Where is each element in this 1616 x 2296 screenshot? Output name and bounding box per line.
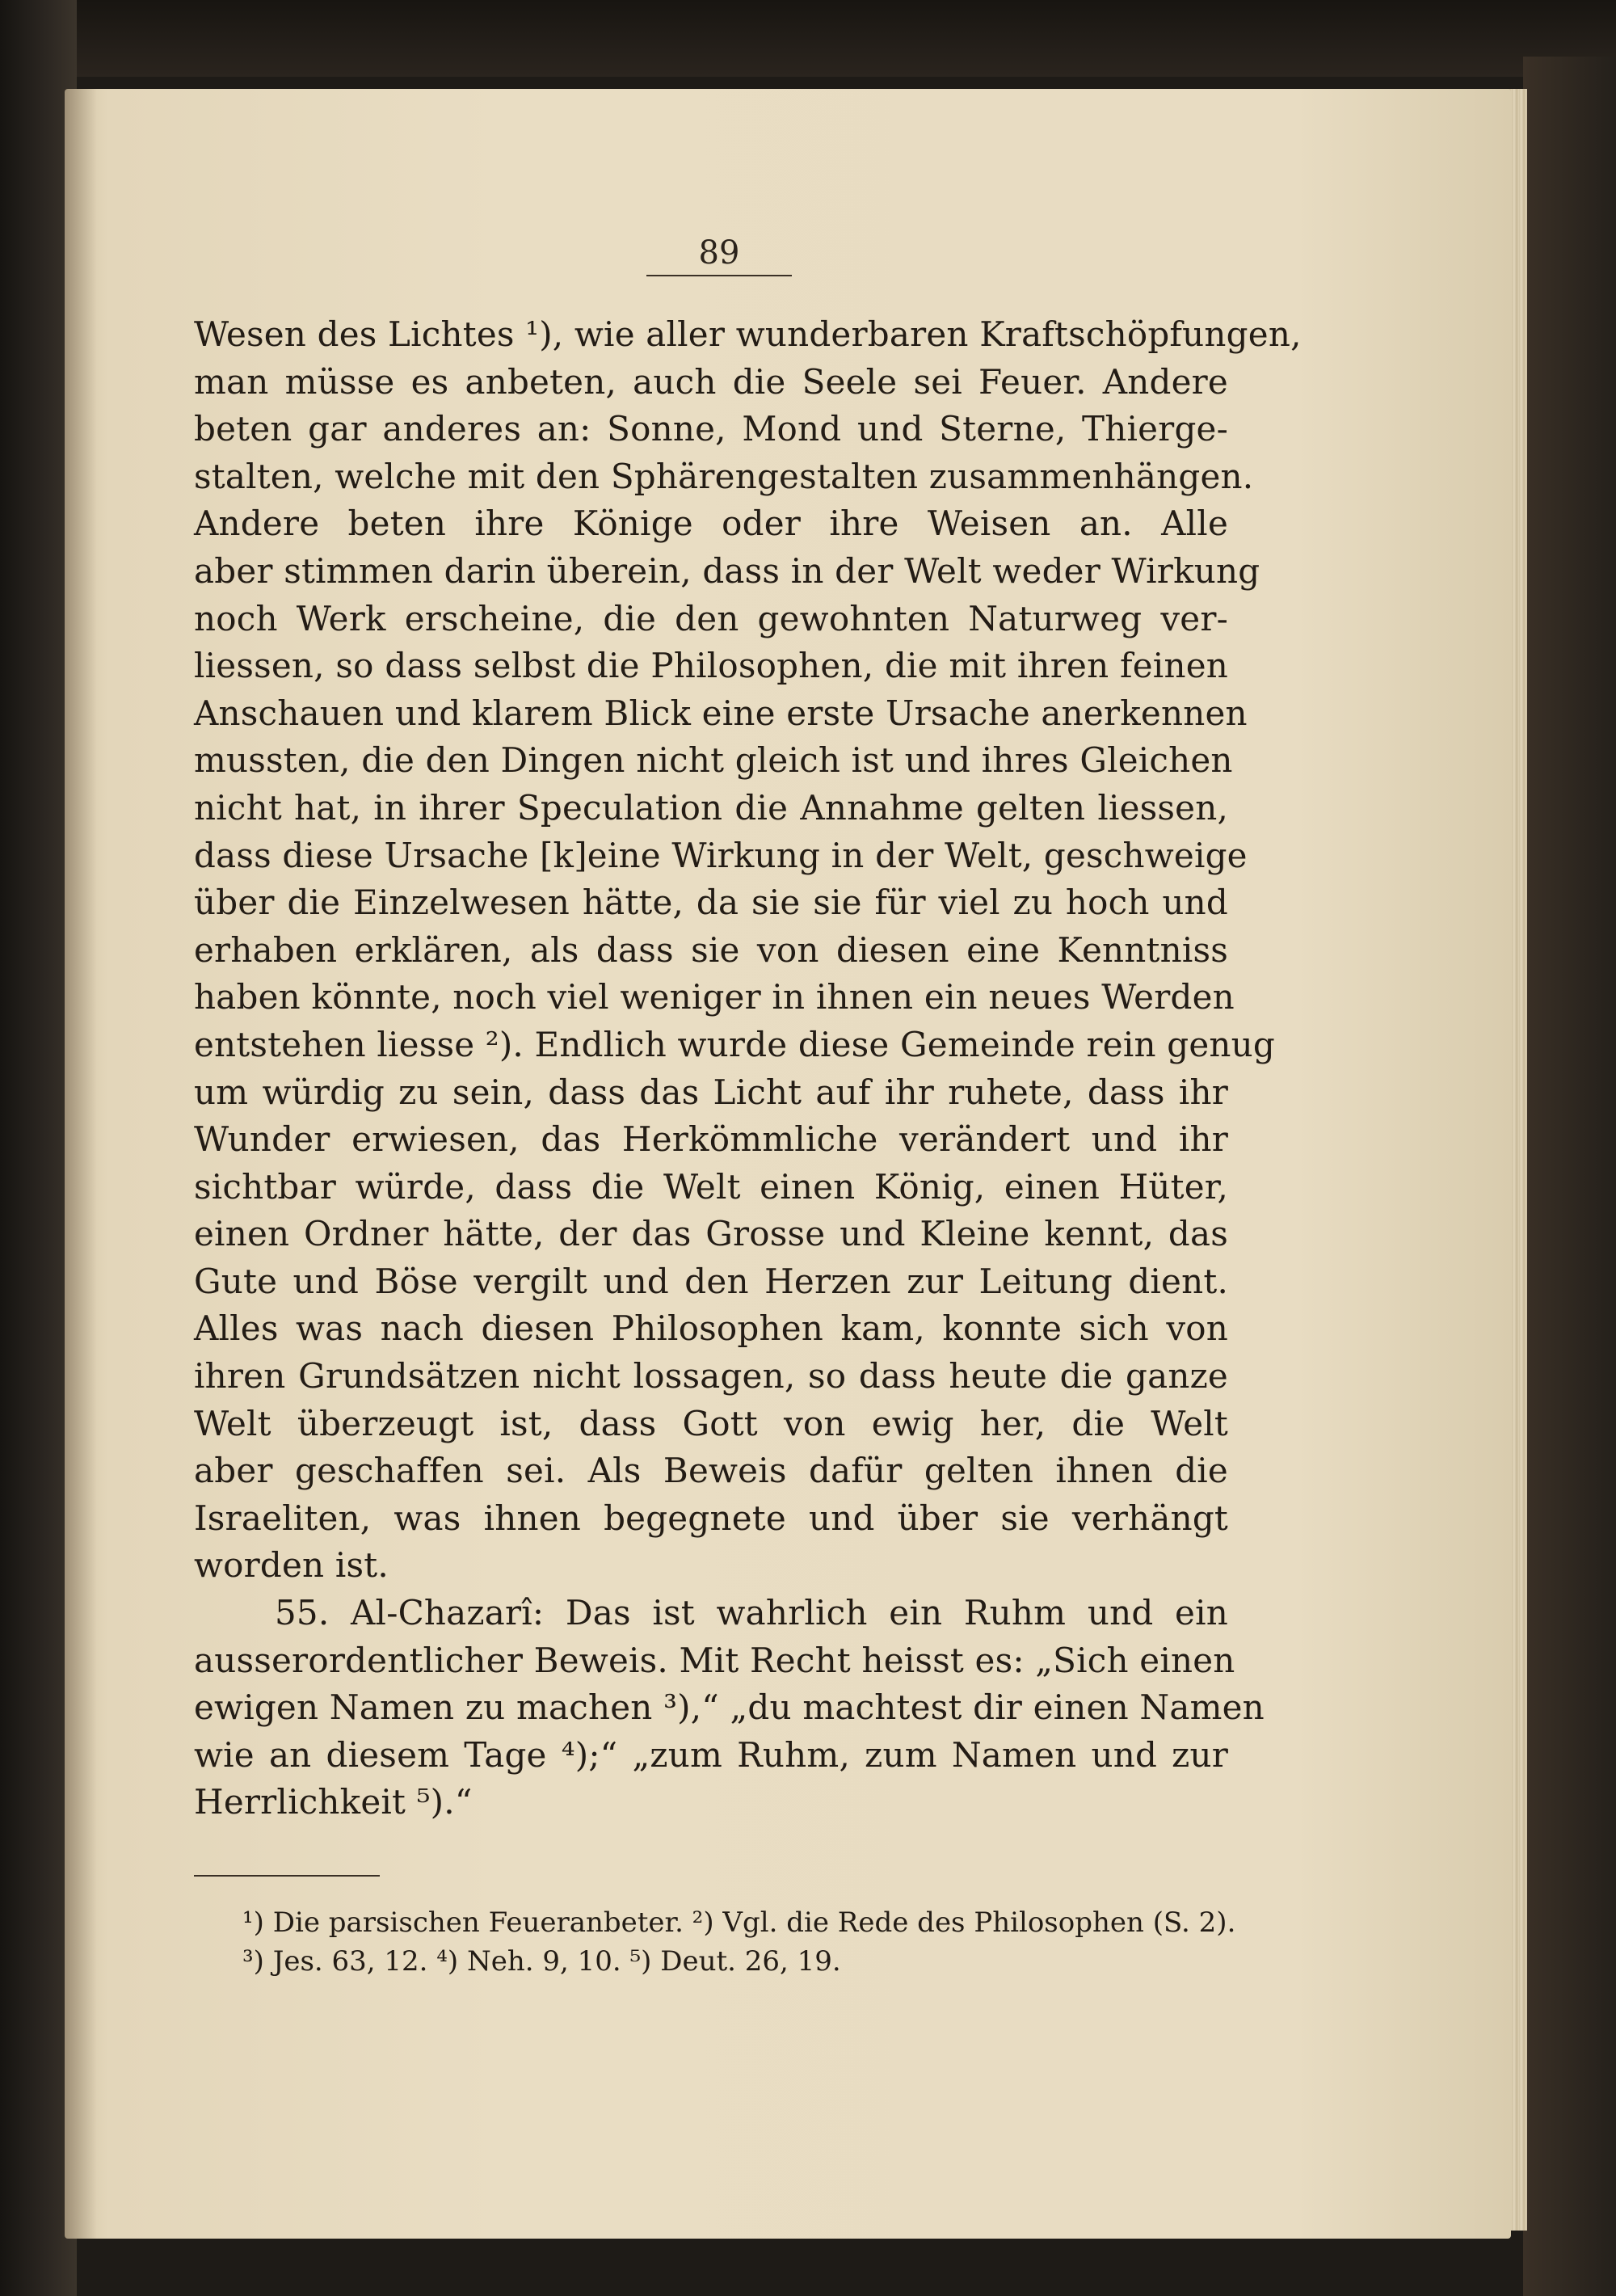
footnotes (242, 1903, 1236, 1981)
text-line: erhaben erklären, als dass sie von diesen eine Kenntniss (194, 929, 1228, 970)
text-line: aber stimmen darin überein, dass in der Welt weder Wirkung (194, 550, 1260, 591)
text-line: Herrlichkeit ⁵).“ (194, 1782, 473, 1822)
text-line: sichtbar würde, dass die Welt einen König, einen Hüter, (194, 1166, 1228, 1207)
text-line: haben könnte, noch viel weniger in ihnen ein neues Werden (194, 977, 1235, 1017)
text-line: einen Ordner hätte, der das Grosse und Kleine kennt, das (194, 1214, 1228, 1254)
text-line: ihren Grundsätzen nicht lossagen, so dass heute die ganze (194, 1356, 1228, 1397)
text-line: Gute und Böse vergilt und den Herzen zur Leitung dient. (194, 1261, 1228, 1301)
text-line: Andere beten ihre Könige oder ihre Weisen an. Alle (194, 503, 1228, 544)
text-line: man müsse es anbeten, auch die Seele sei Feuer. Andere (194, 361, 1228, 402)
body-text (194, 311, 1302, 1826)
text-line: Wesen des Lichtes ¹), wie aller wunderbaren Kraftschöpfungen, (194, 314, 1302, 354)
footnote-divider (194, 1875, 380, 1877)
text-line: stalten, welche mit den Sphärengestalten zusammenhängen. (194, 456, 1254, 496)
footnote-line: ¹) Die parsischen Feueranbeter. ²) Vgl. die Rede des Philosophen (S. 2). (242, 1906, 1236, 1939)
book-cover-top (0, 0, 1616, 77)
text-line: liessen, so dass selbst die Philosophen, die mit ihren feinen (194, 646, 1228, 686)
text-line: mussten, die den Dingen nicht gleich ist und ihres Gleichen (194, 740, 1233, 781)
footnote-line: ³) Jes. 63, 12. ⁴) Neh. 9, 10. ⁵) Deut. 26, 19. (242, 1945, 841, 1978)
text-line: aber geschaffen sei. Als Beweis dafür gelten ihnen die (194, 1451, 1228, 1491)
text-line: noch Werk erscheine, die den gewohnten Naturweg ver- (194, 598, 1228, 638)
text-line: über die Einzelwesen hätte, da sie sie für viel zu hoch und (194, 883, 1228, 923)
text-line: Alles was nach diesen Philosophen kam, konnte sich von (194, 1308, 1228, 1349)
text-line: Wunder erwiesen, das Herkömmliche verändert und ihr (194, 1119, 1228, 1160)
text-line: entstehen liesse ²). Endlich wurde diese Gemeinde rein genug (194, 1024, 1275, 1064)
text-line: ewigen Namen zu machen ³),“ „du machtest dir einen Namen (194, 1687, 1265, 1728)
page-number: 89 (646, 234, 792, 276)
text-line: dass diese Ursache [k]eine Wirkung in der Welt, geschweige (194, 835, 1248, 875)
text-line: Anschauen und klarem Blick eine erste Ursache anerkennen (194, 693, 1248, 733)
gutter-shadow (65, 89, 97, 2239)
text-line: ausserordentlicher Beweis. Mit Recht heisst es: „Sich einen (194, 1640, 1235, 1680)
text-line: Israeliten, was ihnen begegnete und über sie verhängt (194, 1498, 1228, 1538)
section-heading-line: 55. Al-Chazarî: Das ist wahrlich ein Ruhm und ein (275, 1593, 1228, 1633)
text-line: worden ist. (194, 1545, 389, 1586)
text-line: Welt überzeugt ist, dass Gott von ewig her, die Welt (194, 1403, 1228, 1443)
book-cover-right (1523, 57, 1616, 2296)
text-line: um würdig zu sein, dass das Licht auf ihr ruhete, dass ihr (194, 1072, 1228, 1112)
text-line: beten gar anderes an: Sonne, Mond und Sterne, Thierge- (194, 409, 1228, 449)
text-line: wie an diesem Tage ⁴);“ „zum Ruhm, zum Namen und zur (194, 1734, 1228, 1775)
text-line: nicht hat, in ihrer Speculation die Annahme gelten liessen, (194, 787, 1228, 828)
